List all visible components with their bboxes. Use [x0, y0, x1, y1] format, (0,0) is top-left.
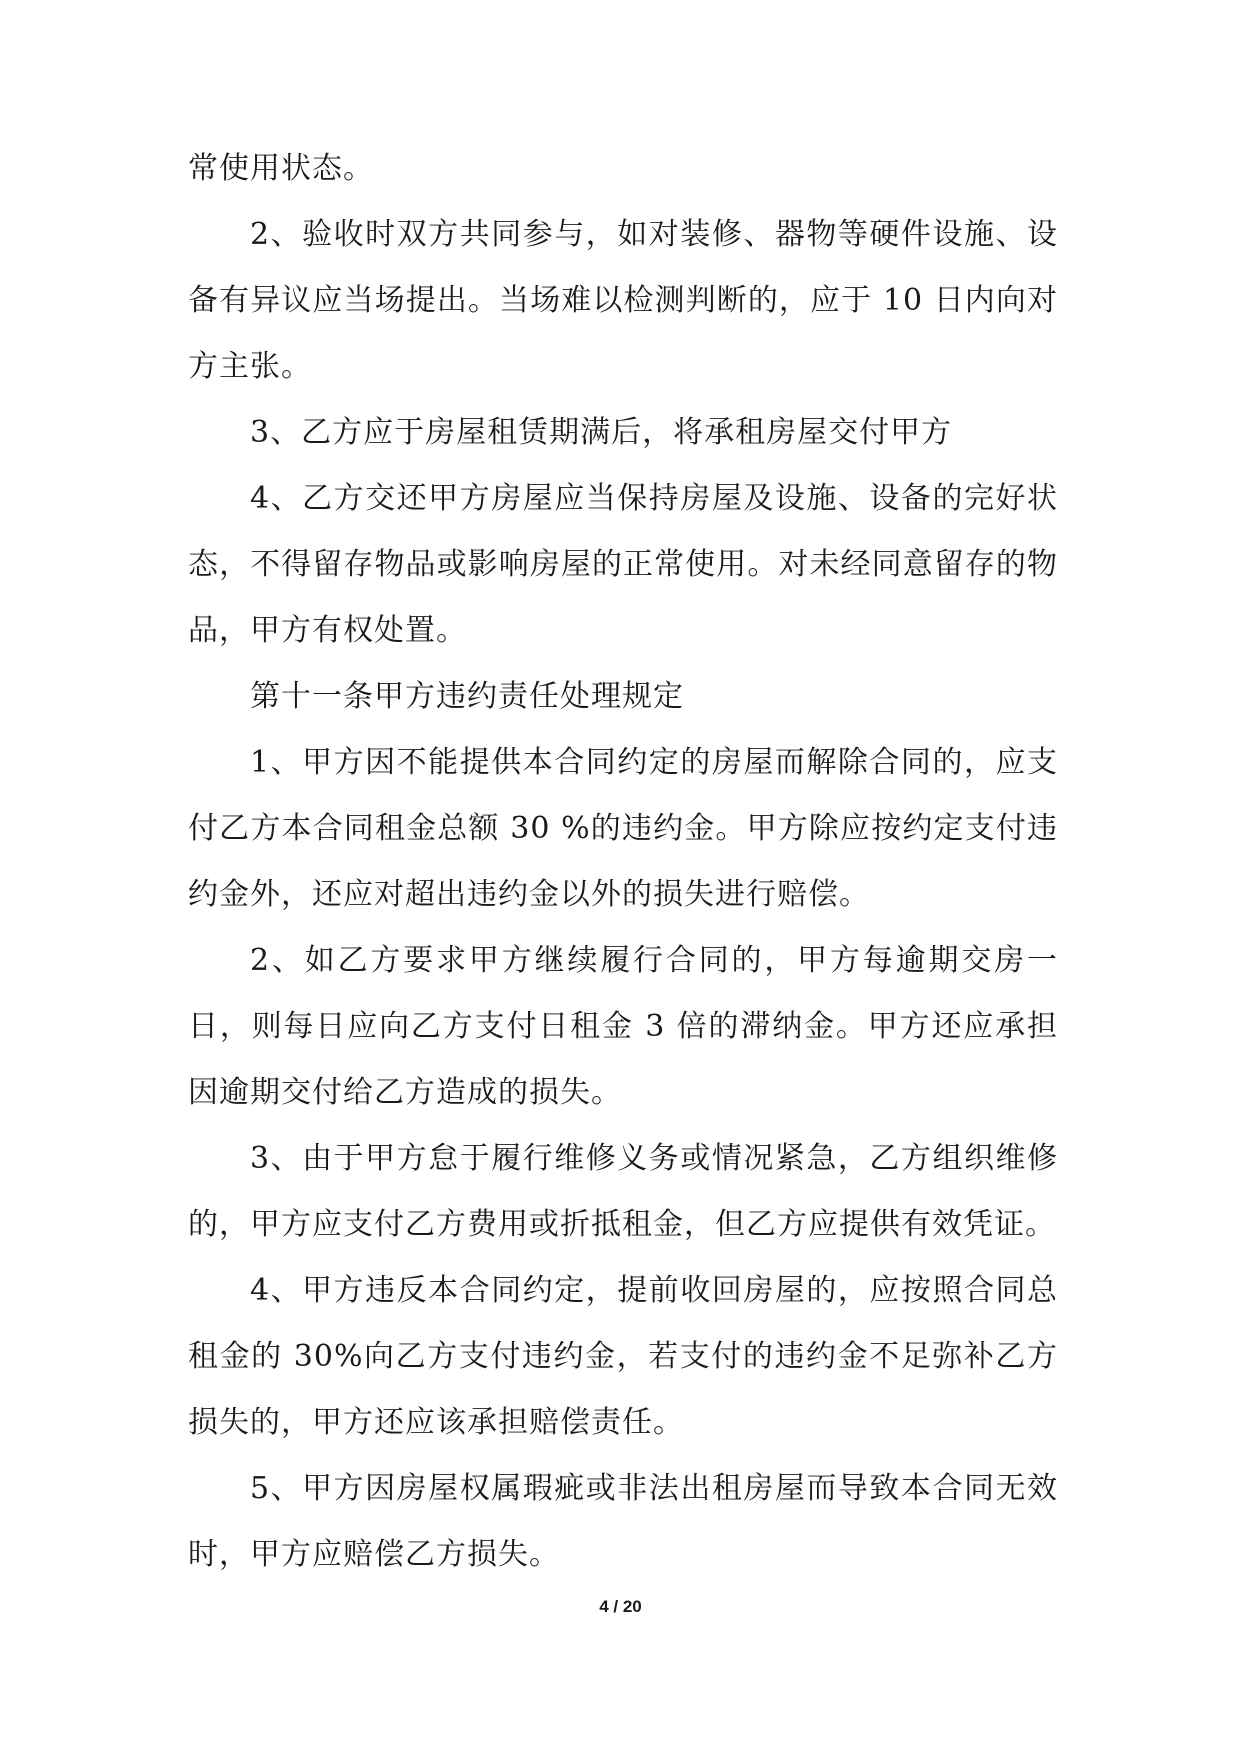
paragraph-article-11-item-2: 2、如乙方要求甲方继续履行合同的，甲方每逾期交房一日，则每日应向乙方支付日租金 3 倍的滞纳金。甲方还应承担因逾期交付给乙方造成的损失。: [188, 943, 1058, 1110]
paragraph-clause-2: 2、验收时双方共同参与，如对装修、器物等硬件设施、设备有异议应当场提出。当场难以检测判断的，应于 10 日内向对方主张。: [188, 217, 1058, 384]
section-heading-article-11: 第十一条甲方违约责任处理规定: [250, 679, 684, 714]
paragraph-continuation: 常使用状态。: [188, 151, 374, 186]
page-number: 4 / 20: [599, 1597, 642, 1616]
paragraph-article-11-item-4: 4、甲方违反本合同约定，提前收回房屋的，应按照合同总租金的 30%向乙方支付违约金，若支付的违约金不足弥补乙方损失的，甲方还应该承担赔偿责任。: [188, 1273, 1058, 1440]
paragraph-clause-4: 4、乙方交还甲方房屋应当保持房屋及设施、设备的完好状态，不得留存物品或影响房屋的正常使用。对未经同意留存的物品，甲方有权处置。: [188, 481, 1058, 648]
paragraph-clause-3: 3、乙方应于房屋租赁期满后，将承租房屋交付甲方: [250, 415, 953, 450]
paragraph-article-11-item-1: 1、甲方因不能提供本合同约定的房屋而解除合同的，应支付乙方本合同租金总额 30 %的违约金。甲方除应按约定支付违约金外，还应对超出违约金以外的损失进行赔偿。: [188, 745, 1058, 912]
paragraph-article-11-item-5: 5、甲方因房屋权属瑕疵或非法出租房屋而导致本合同无效时，甲方应赔偿乙方损失。: [188, 1471, 1058, 1572]
document-body: [188, 136, 1058, 1588]
paragraph-article-11-item-3: 3、由于甲方怠于履行维修义务或情况紧急，乙方组织维修的，甲方应支付乙方费用或折抵租金，但乙方应提供有效凭证。: [188, 1141, 1058, 1242]
